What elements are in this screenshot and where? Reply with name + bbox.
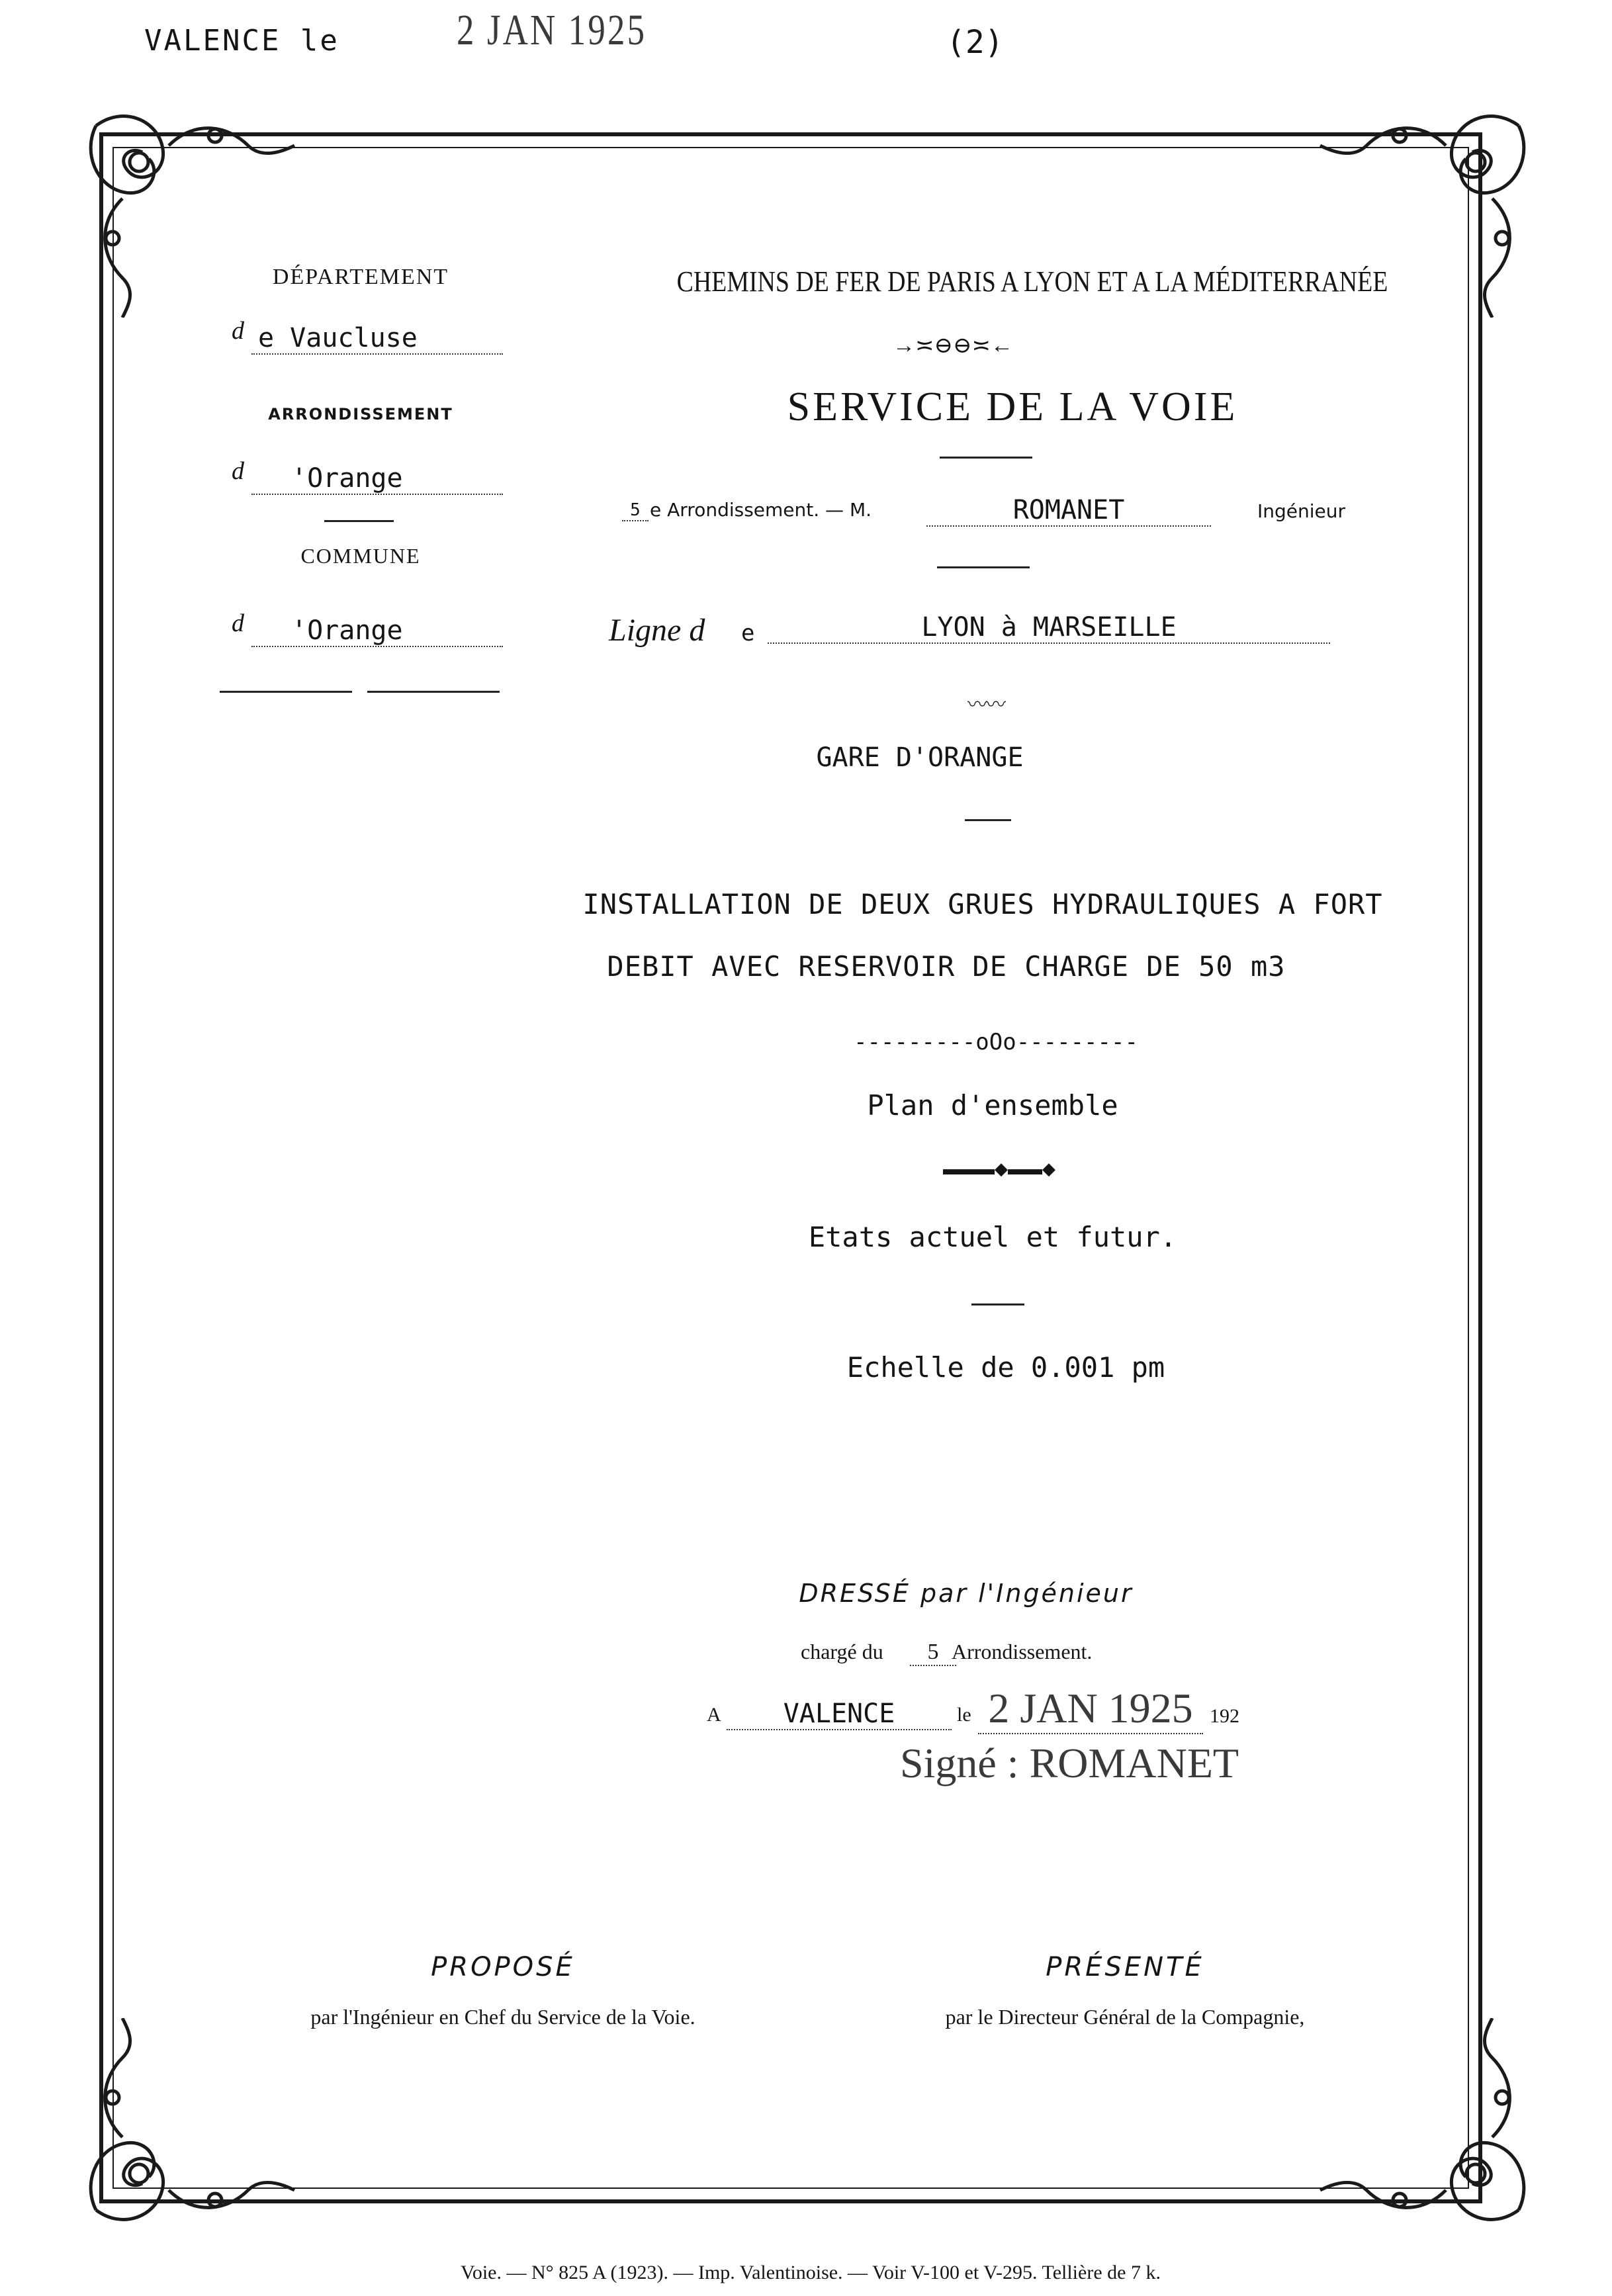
ornament-icon: →≍⊖⊖≍← — [893, 333, 1013, 358]
date-stamp: 2 JAN 1925 — [978, 1684, 1203, 1734]
departement-prefix: d — [232, 317, 244, 345]
commune-label: COMMUNE — [300, 544, 421, 568]
title-line-2: DEBIT AVEC RESERVOIR DE CHARGE DE 50 m3 — [607, 950, 1286, 983]
ligne-value: LYON à MARSEILLE — [768, 612, 1330, 644]
place-value: VALENCE — [727, 1699, 952, 1730]
divider — [220, 691, 352, 693]
arrondissement-text: e Arrondissement. — M. — [650, 499, 872, 521]
arrondissement-line — [622, 495, 1410, 528]
a-label: A — [707, 1704, 721, 1726]
arrondissement-label: ARRONDISSEMENT — [268, 405, 453, 423]
divider — [937, 566, 1030, 568]
commune-prefix: d — [232, 609, 244, 637]
date-stamp: 2 JAN 1925 — [457, 6, 647, 54]
signature-stamp: Signé : ROMANET — [900, 1740, 1239, 1787]
ligne-label: Ligne d — [609, 613, 705, 648]
place-date-line — [707, 1685, 1263, 1737]
divider — [367, 691, 500, 693]
presente-text: par le Directeur Général de la Compagnie, — [945, 2005, 1305, 2029]
arrondissement-prefix: d — [232, 457, 244, 485]
propose-heading: PROPOSÉ — [431, 1952, 575, 1982]
page-number: (2) — [946, 24, 1004, 61]
ornament-icon: 〰〰 — [967, 694, 1005, 716]
presente-heading: PRÉSENTÉ — [1046, 1952, 1204, 1982]
plan-title: Plan d'ensemble — [867, 1089, 1118, 1122]
charge-line — [801, 1640, 1171, 1670]
propose-text: par l'Ingénieur en Chef du Service de la Voie. — [310, 2005, 695, 2029]
arrondissement-number: 5 — [622, 500, 649, 521]
ligne-line — [609, 612, 1383, 652]
ornament-icon: ▬▬▬◆▬▬◆ — [943, 1159, 1055, 1178]
separator: ---------oOo--------- — [854, 1029, 1138, 1055]
year-suffix: 192 — [1210, 1705, 1239, 1727]
imprint: Voie. — N° 825 A (1923). — Imp. Valentinoise. — Voir V-100 et V-295. Tellière de 7 k. — [461, 2262, 1161, 2283]
charge-prefix: chargé du — [801, 1640, 883, 1663]
ligne-prefix: e — [741, 620, 755, 646]
departement-label: DÉPARTEMENT — [272, 265, 449, 289]
engineer-name: ROMANET — [926, 495, 1211, 527]
commune-value: 'Orange — [251, 615, 503, 647]
charge-suffix: Arrondissement. — [952, 1640, 1093, 1663]
service-title: SERVICE DE LA VOIE — [787, 384, 1238, 429]
corner-ornament-bottom-right-icon — [1307, 2018, 1532, 2230]
divider — [965, 819, 1011, 821]
divider — [971, 1303, 1024, 1305]
departement-field — [232, 317, 503, 353]
place-stamp: VALENCE le — [144, 24, 339, 58]
arrondissement-value: 'Orange — [251, 463, 503, 495]
scale-text: Echelle de 0.001 pm — [846, 1351, 1165, 1384]
charge-number: 5 — [910, 1640, 956, 1666]
arrondissement-field — [232, 457, 503, 494]
states-text: Etats actuel et futur. — [808, 1221, 1177, 1253]
dresse-heading: DRESSÉ par l'Ingénieur — [799, 1579, 1134, 1608]
commune-field — [232, 609, 503, 646]
station-name: GARE D'ORANGE — [816, 742, 1024, 773]
le-label: le — [957, 1704, 971, 1726]
company-name: CHEMINS DE FER DE PARIS A LYON ET A LA MÉDITERRANÉE — [676, 265, 1388, 298]
title-line-1: INSTALLATION DE DEUX GRUES HYDRAULIQUES A FORT — [582, 888, 1383, 920]
departement-value: e Vaucluse — [251, 323, 503, 355]
divider — [940, 457, 1032, 459]
inner-border — [112, 147, 1469, 2189]
corner-ornament-bottom-left-icon — [83, 2018, 308, 2230]
engineer-title: Ingénieur — [1257, 500, 1346, 522]
divider — [324, 520, 394, 522]
